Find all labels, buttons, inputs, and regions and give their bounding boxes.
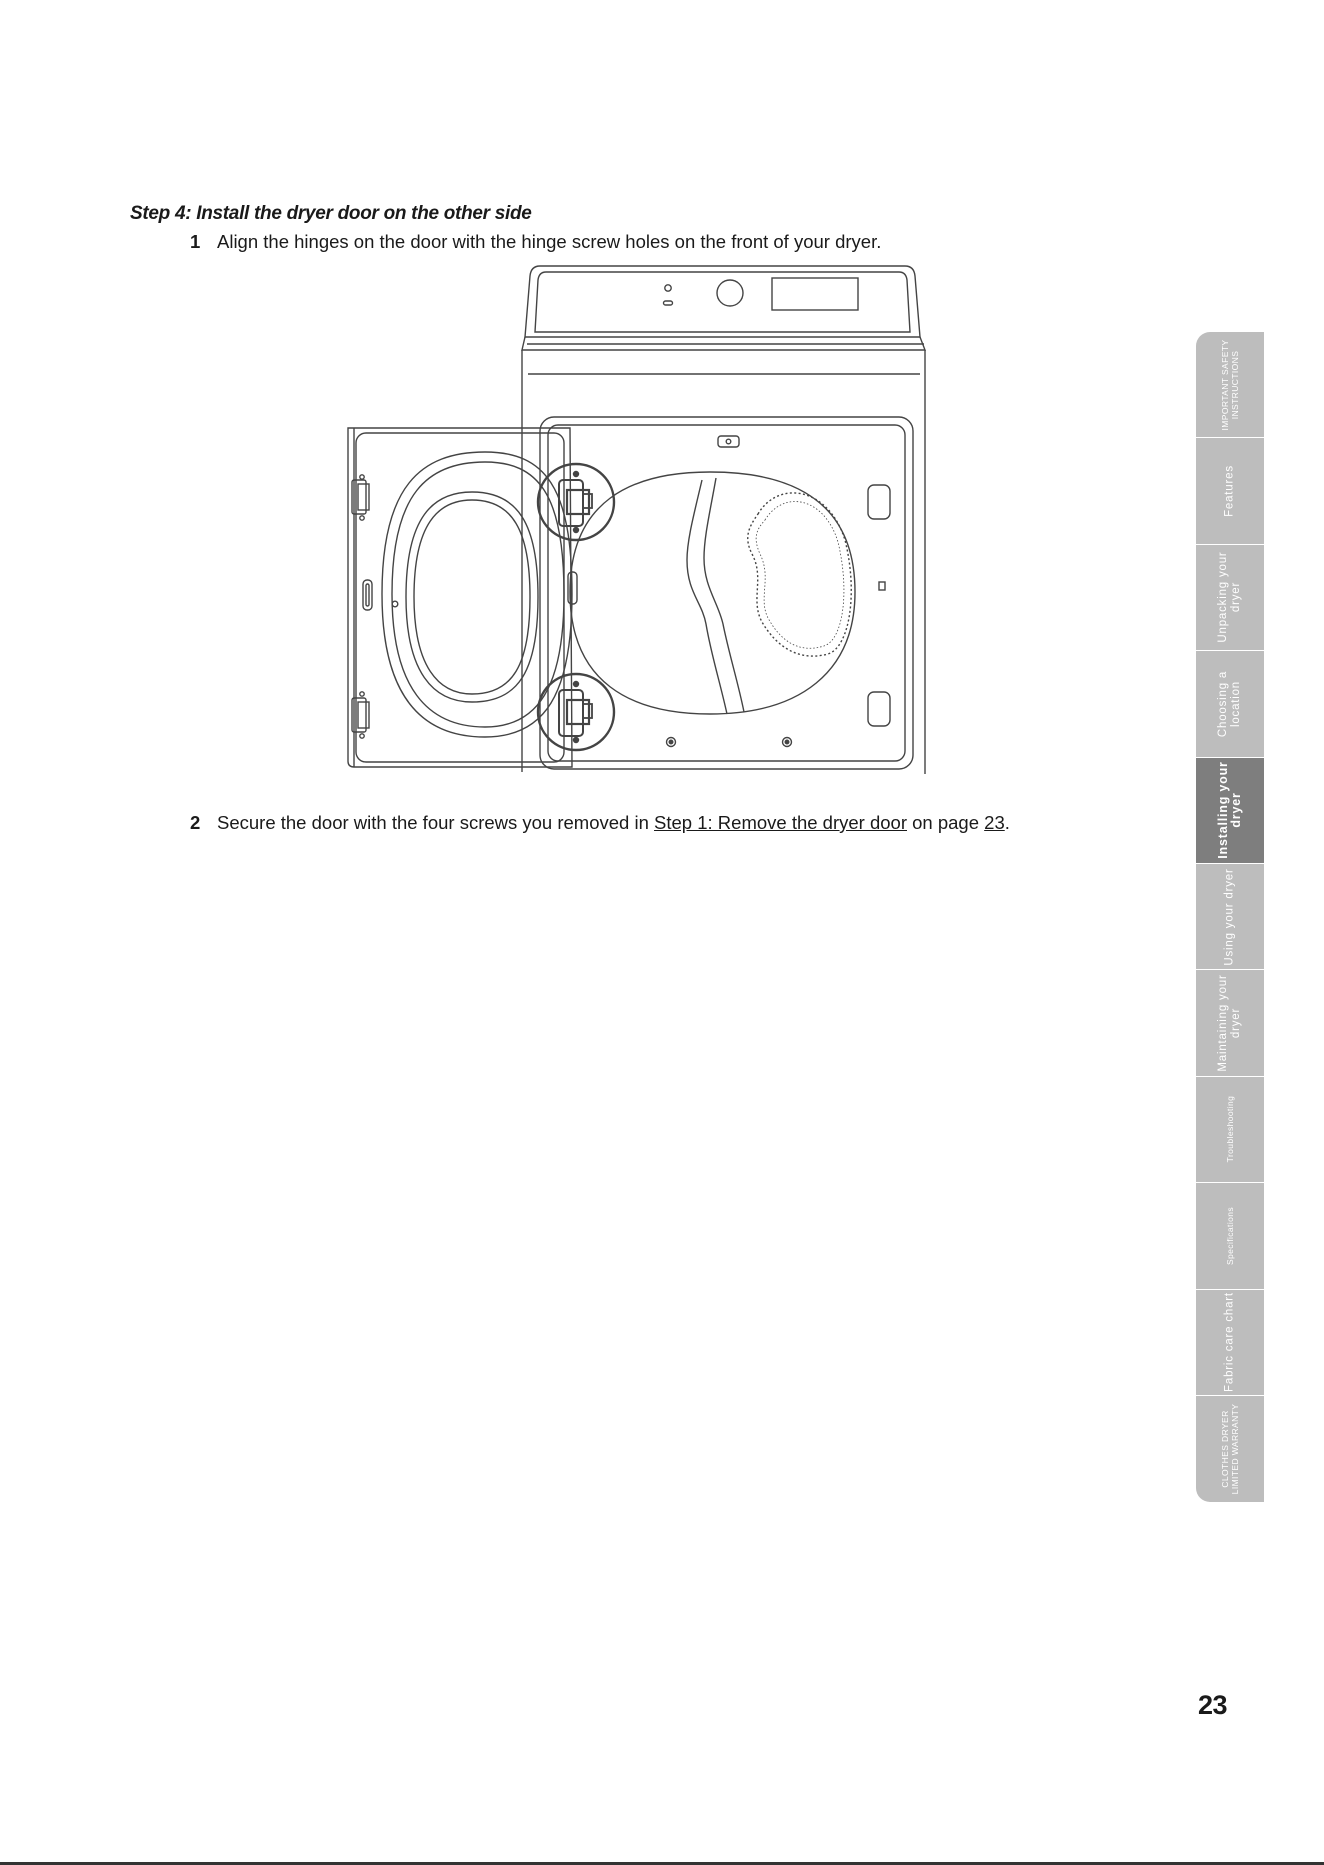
step-text: Secure the door with the four screws you removed in xyxy=(217,812,655,833)
tab-label: Maintaining your dryer xyxy=(1217,974,1242,1072)
tab-label: Unpacking your dryer xyxy=(1217,551,1242,644)
tab-specifications[interactable] xyxy=(1196,1183,1264,1289)
step-text: on page xyxy=(907,812,985,833)
step-text: Align the hinges on the door with the hinge screw holes on the front of your dryer. xyxy=(217,231,882,252)
tab-label: Fabric care chart xyxy=(1223,1292,1236,1393)
dryer-door-illustration xyxy=(340,262,940,782)
step-number: 1 xyxy=(190,231,201,252)
tab-label: Troubleshooting xyxy=(1225,1096,1235,1163)
upper-hinge-callout xyxy=(538,464,614,540)
tab-maintaining-your-dryer[interactable] xyxy=(1196,970,1264,1076)
tab-clothes-dryer-limited-warranty[interactable] xyxy=(1196,1396,1264,1502)
lower-hinge-callout xyxy=(538,674,614,750)
page-link[interactable]: 23 xyxy=(984,812,1005,833)
tab-features[interactable] xyxy=(1196,438,1264,544)
tab-using-your-dryer[interactable] xyxy=(1196,864,1264,970)
tab-unpacking-your-dryer[interactable] xyxy=(1196,545,1264,651)
section-tabs xyxy=(1196,332,1264,1502)
step-heading: Step 4: Install the dryer door on the other side xyxy=(130,203,532,224)
tab-label: Choosing a location xyxy=(1217,670,1242,737)
control-panel xyxy=(525,266,920,337)
step-text: . xyxy=(1004,812,1010,833)
tab-choosing-a-location[interactable] xyxy=(1196,651,1264,757)
instruction-step-2 xyxy=(190,812,1010,834)
tab-installing-your-dryer[interactable] xyxy=(1196,758,1264,864)
tab-label: Features xyxy=(1223,465,1236,517)
tab-label: Specifications xyxy=(1225,1206,1235,1265)
step-1-link[interactable]: Step 1: Remove the dryer door xyxy=(654,812,907,833)
tab-label: IMPORTANT SAFETY INSTRUCTIONS xyxy=(1220,339,1240,431)
dryer-door xyxy=(348,428,577,767)
tab-important-safety-instructions[interactable] xyxy=(1196,332,1264,438)
tab-troubleshooting[interactable] xyxy=(1196,1077,1264,1183)
tab-fabric-care-chart[interactable] xyxy=(1196,1290,1264,1396)
step-number: 2 xyxy=(190,812,201,833)
page-number: 23 xyxy=(1198,1690,1228,1720)
tab-label: Using your dryer xyxy=(1223,868,1236,966)
tab-label: CLOTHES DRYER LIMITED WARRANTY xyxy=(1220,1403,1240,1495)
instruction-step-1 xyxy=(190,231,881,253)
tab-label: Installing your dryer xyxy=(1216,761,1243,859)
